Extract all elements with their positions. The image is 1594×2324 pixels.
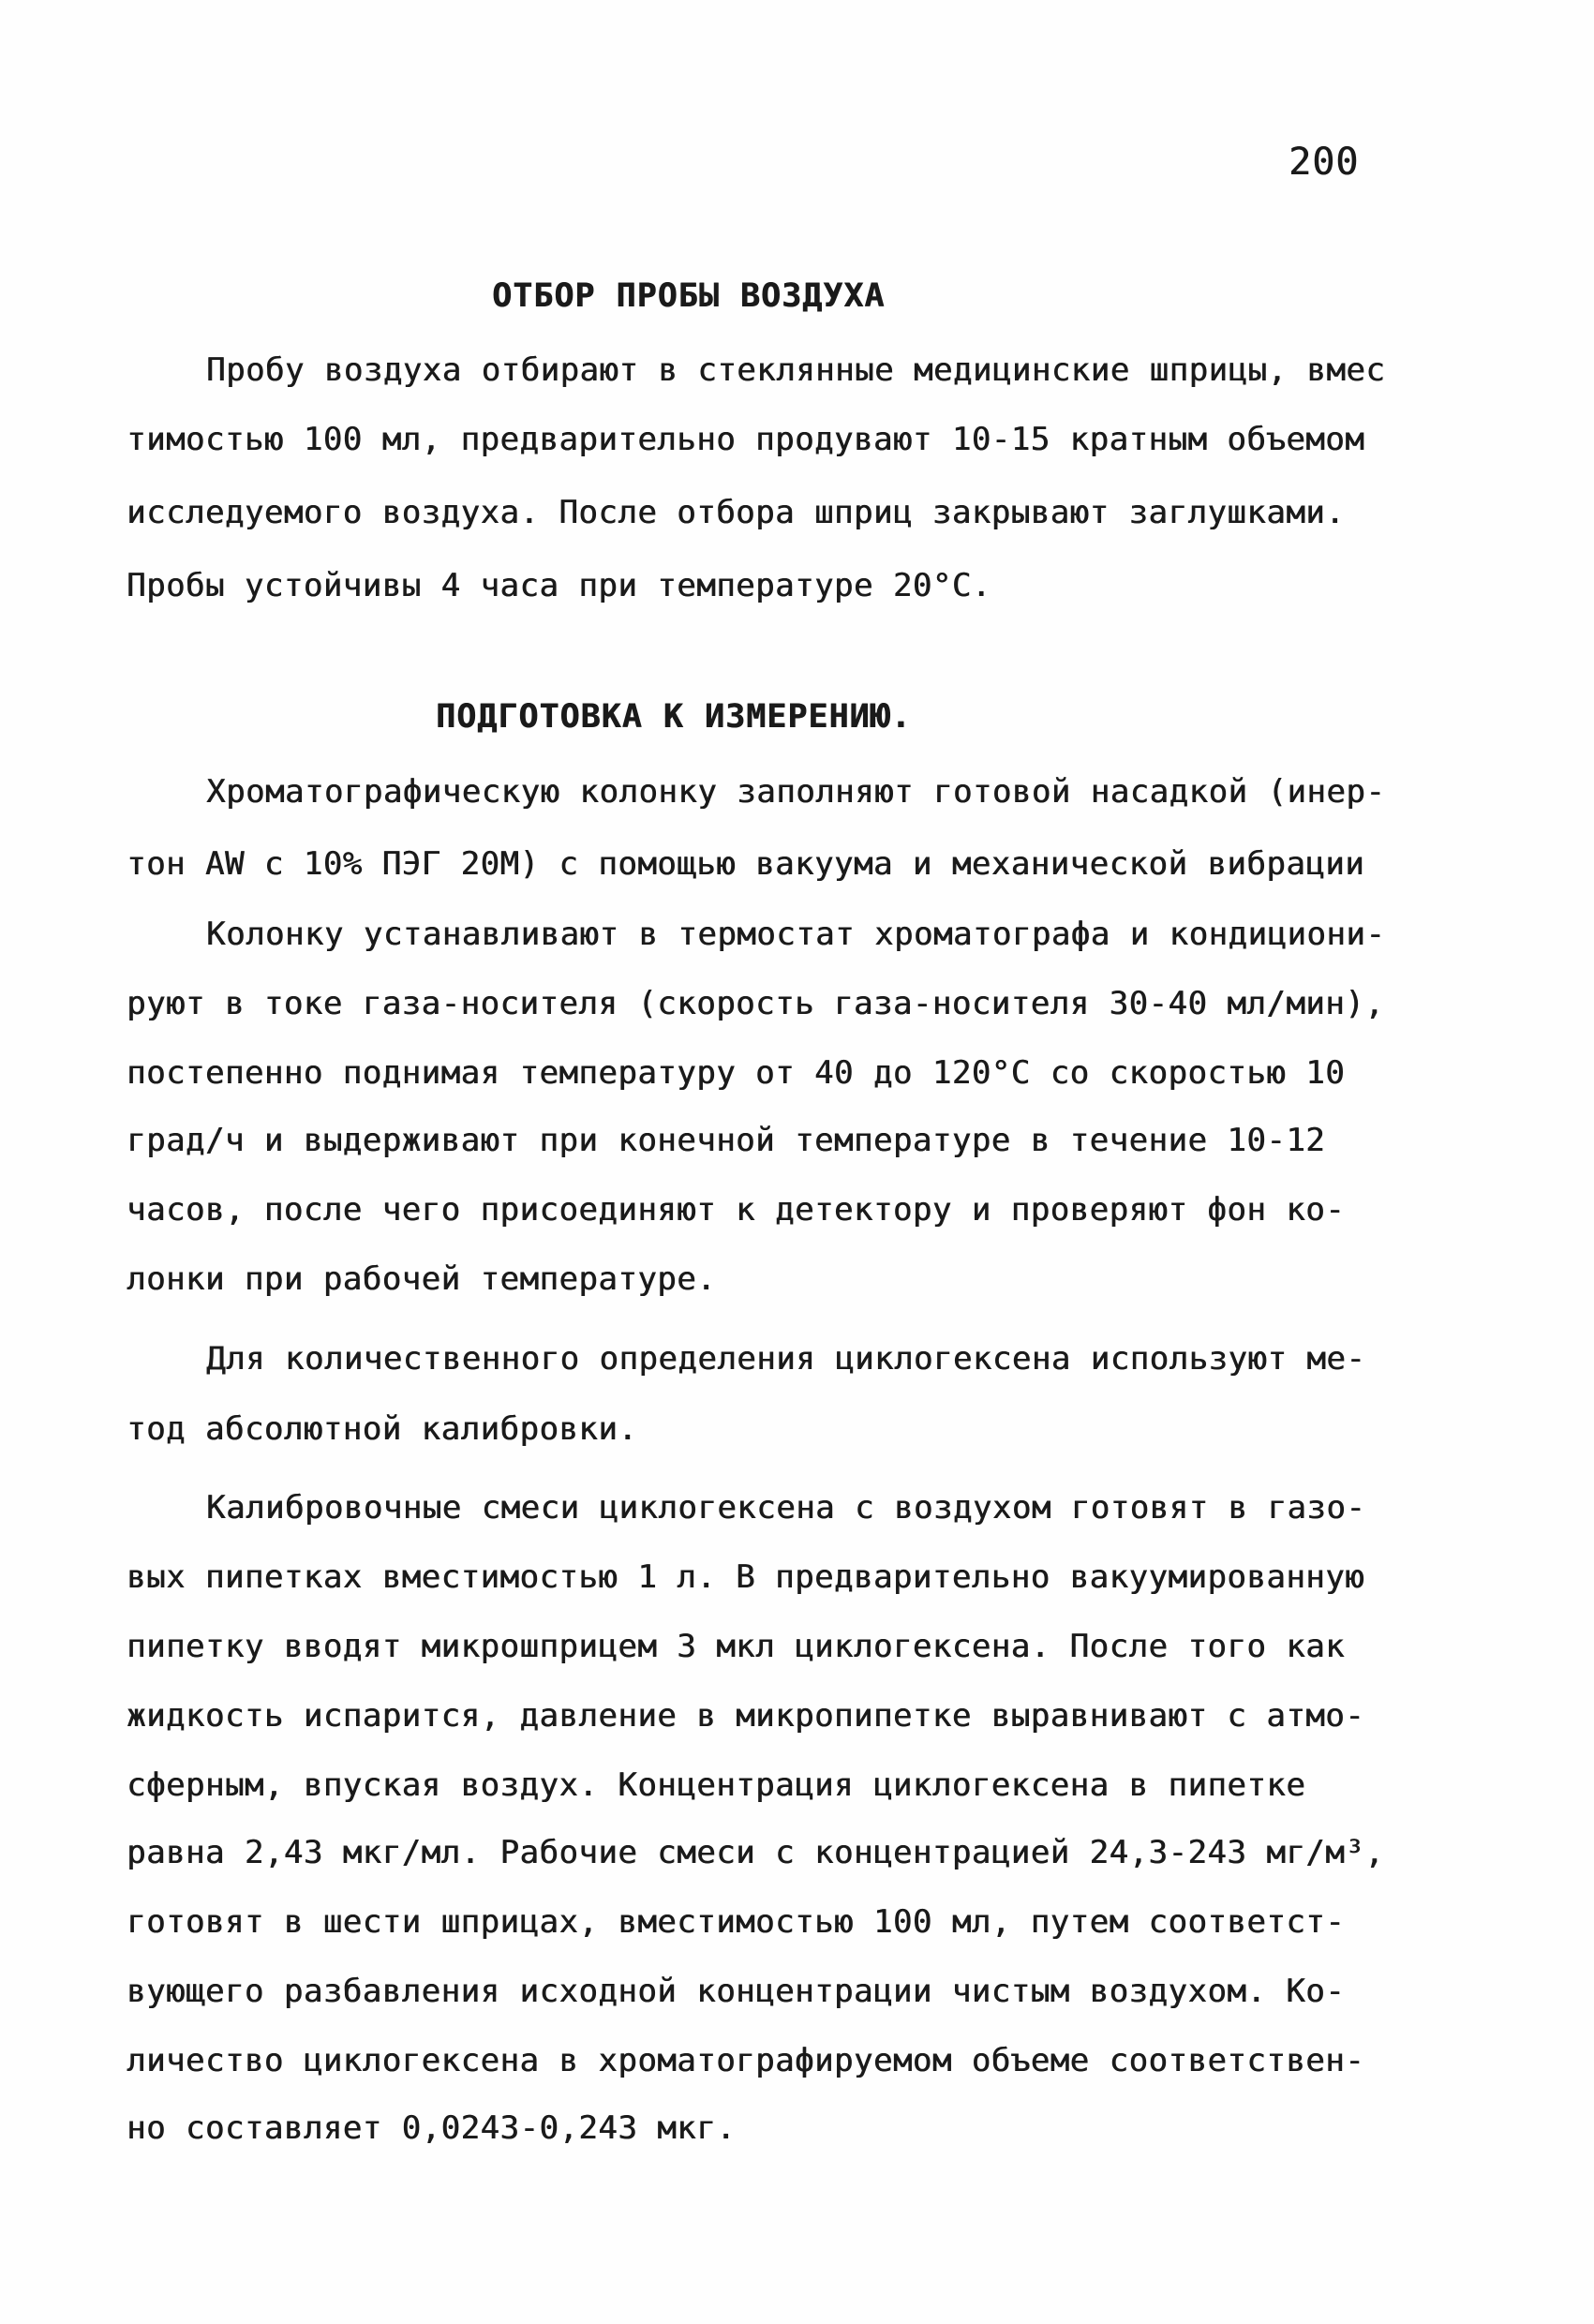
paragraph-line: часов, после чего присоединяют к детектору и проверяют фон ко- <box>127 1191 1346 1229</box>
paragraph-line: исследуемого воздуха. После отбора шприц закрывают заглушками. <box>127 494 1346 531</box>
paragraph-line: личество циклогексена в хроматографируемом объеме соответствен- <box>127 2042 1365 2079</box>
paragraph-line: Пробы устойчивы 4 часа при температуре 20°С. <box>127 567 991 604</box>
paragraph-line: сферным, впуская воздух. Концентрация циклогексена в пипетке <box>127 1766 1306 1804</box>
paragraph-line: Для количественного определения циклогексена используют ме- <box>206 1340 1366 1378</box>
paragraph-line: Хроматографическую колонку заполняют готовой насадкой (инер- <box>206 773 1386 811</box>
page-number: 200 <box>1289 141 1360 184</box>
section-heading-measurement-prep: ПОДГОТОВКА К ИЗМЕРЕНИЮ. <box>436 698 912 736</box>
paragraph-line: тон AW с 10% ПЭГ 20М) с помощью вакуума и механической вибрации <box>127 845 1365 883</box>
paragraph-line: вующего разбавления исходной концентрации чистым воздухом. Ко- <box>127 1973 1346 2010</box>
paragraph-line: лонки при рабочей температуре. <box>127 1260 717 1298</box>
paragraph-line: готовят в шести шприцах, вместимостью 100 мл, путем соответст- <box>127 1903 1346 1941</box>
paragraph-line: но составляет 0,0243-0,243 мкг. <box>127 2109 737 2147</box>
paragraph-line: Пробу воздуха отбирают в стеклянные медицинские шприцы, вмес <box>206 351 1386 389</box>
paragraph-line: руют в токе газа-носителя (скорость газа-носителя 30-40 мл/мин), <box>127 985 1385 1022</box>
section-heading-air-sampling: ОТБОР ПРОБЫ ВОЗДУХА <box>492 277 886 315</box>
paragraph-line: пипетку вводят микрошприцем 3 мкл циклогексена. После того как <box>127 1628 1346 1665</box>
paragraph-line: равна 2,43 мкг/мл. Рабочие смеси с концентрацией 24,3-243 мг/м³, <box>127 1834 1385 1871</box>
paragraph-line: Калибровочные смеси циклогексена с воздухом готовят в газо- <box>206 1489 1366 1527</box>
paragraph-line: постепенно поднимая температуру от 40 до 120°С со скоростью 10 <box>127 1054 1346 1092</box>
paragraph-line: Колонку устанавливают в термостат хроматографа и кондициони- <box>206 916 1386 953</box>
paragraph-line: тимостью 100 мл, предварительно продувают 10-15 кратным объемом <box>127 421 1365 458</box>
paragraph-line: вых пипетках вместимостью 1 л. В предварительно вакуумированную <box>127 1558 1365 1596</box>
paragraph-line: жидкость испарится, давление в микропипетке выравнивают с атмо- <box>127 1697 1365 1735</box>
paragraph-line: град/ч и выдерживают при конечной температуре в течение 10-12 <box>127 1122 1326 1159</box>
paragraph-line: тод абсолютной калибровки. <box>127 1410 638 1448</box>
